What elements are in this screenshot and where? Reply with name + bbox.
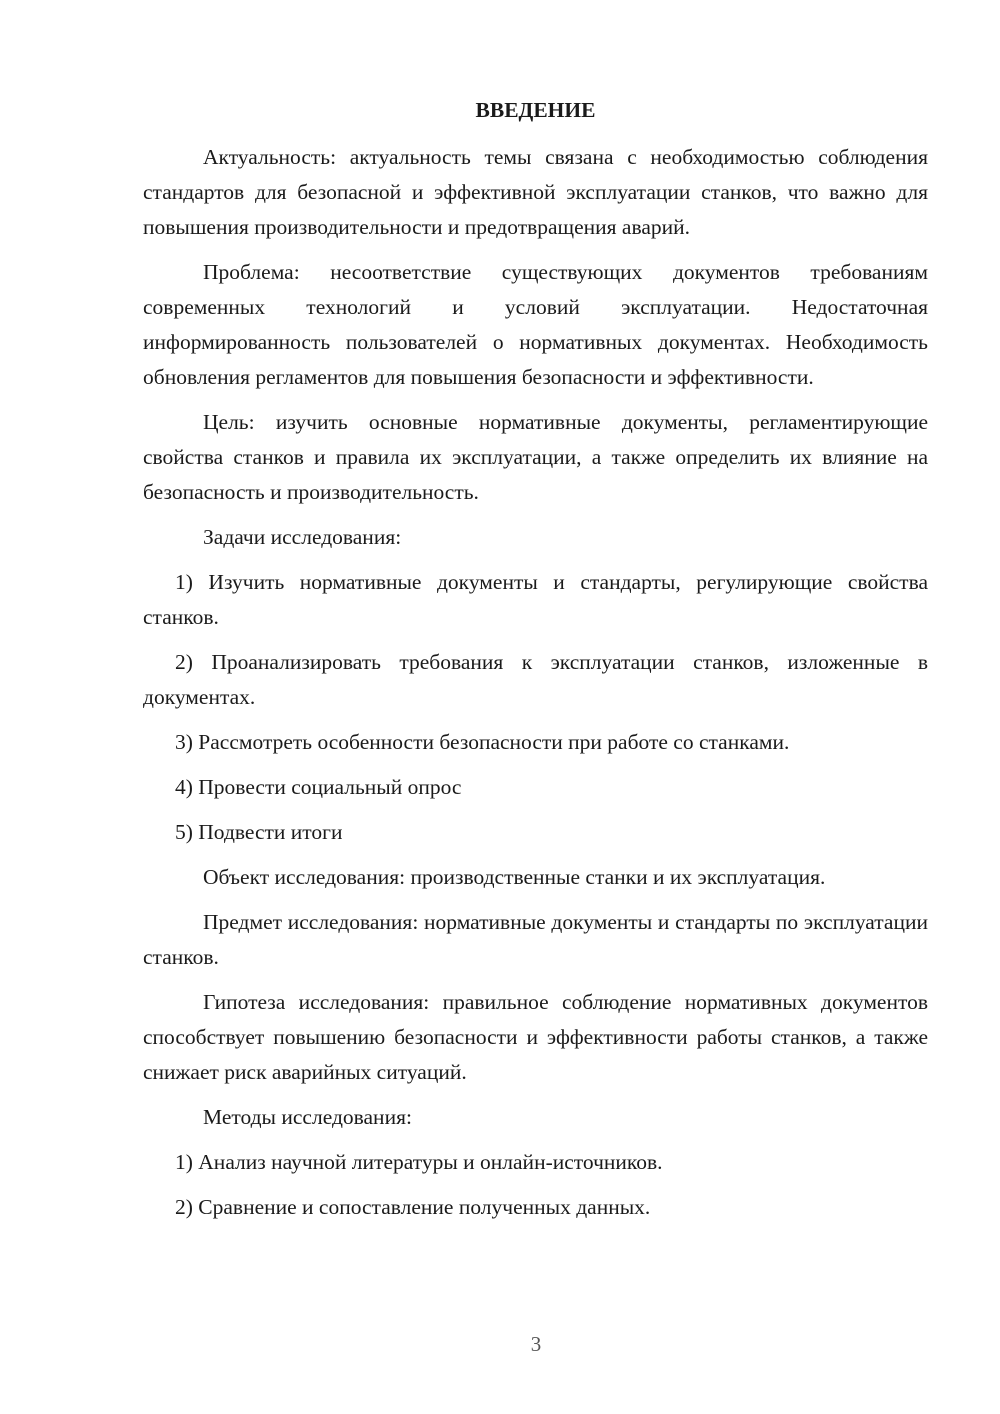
method-item-2: 2) Сравнение и сопоставление полученных данных. [175, 1195, 651, 1219]
method-item-1: 1) Анализ научной литературы и онлайн-источников. [175, 1150, 663, 1174]
relevance-paragraph: Актуальность: актуальность темы связана с необходимостью соблюдения стандартов для безопасной и эффективной эксплуатации станков, что важно для повышения производительности и предотвращения аварий. [143, 145, 928, 239]
page-number: 3 [530, 1332, 542, 1356]
subject-paragraph: Предмет исследования: нормативные документы и стандарты по эксплуатации станков. [143, 910, 928, 969]
tasks-heading: Задачи исследования: [203, 525, 402, 549]
goal-paragraph: Цель: изучить основные нормативные документы, регламентирующие свойства станков и правила их эксплуатации, а также определить их влияние на безопасность и производительность. [143, 410, 928, 504]
task-item-3: 3) Рассмотреть особенности безопасности при работе со станками. [175, 730, 790, 754]
hypothesis-paragraph: Гипотеза исследования: правильное соблюдение нормативных документов способствует повышению безопасности и эффективности работы станков, а также снижает риск аварийных ситуаций. [143, 990, 928, 1084]
task-item-4: 4) Провести социальный опрос [175, 775, 462, 799]
object-paragraph: Объект исследования: производственные станки и их эксплуатация. [203, 865, 826, 889]
task-item-1: 1) Изучить нормативные документы и стандарты, регулирующие свойства станков. [143, 570, 928, 629]
task-item-5: 5) Подвести итоги [175, 820, 343, 844]
section-title: ВВЕДЕНИЕ [475, 98, 596, 122]
problem-paragraph: Проблема: несоответствие существующих документов требованиям современных технологий и условий эксплуатации. Недостаточная информированность пользователей о нормативных документах. Необходимость обновления регламентов для повышения безопасности и эффективности. [143, 260, 928, 389]
document-page [143, 92, 928, 1235]
task-item-2: 2) Проанализировать требования к эксплуатации станков, изложенные в документах. [143, 650, 928, 709]
methods-heading: Методы исследования: [203, 1105, 412, 1129]
